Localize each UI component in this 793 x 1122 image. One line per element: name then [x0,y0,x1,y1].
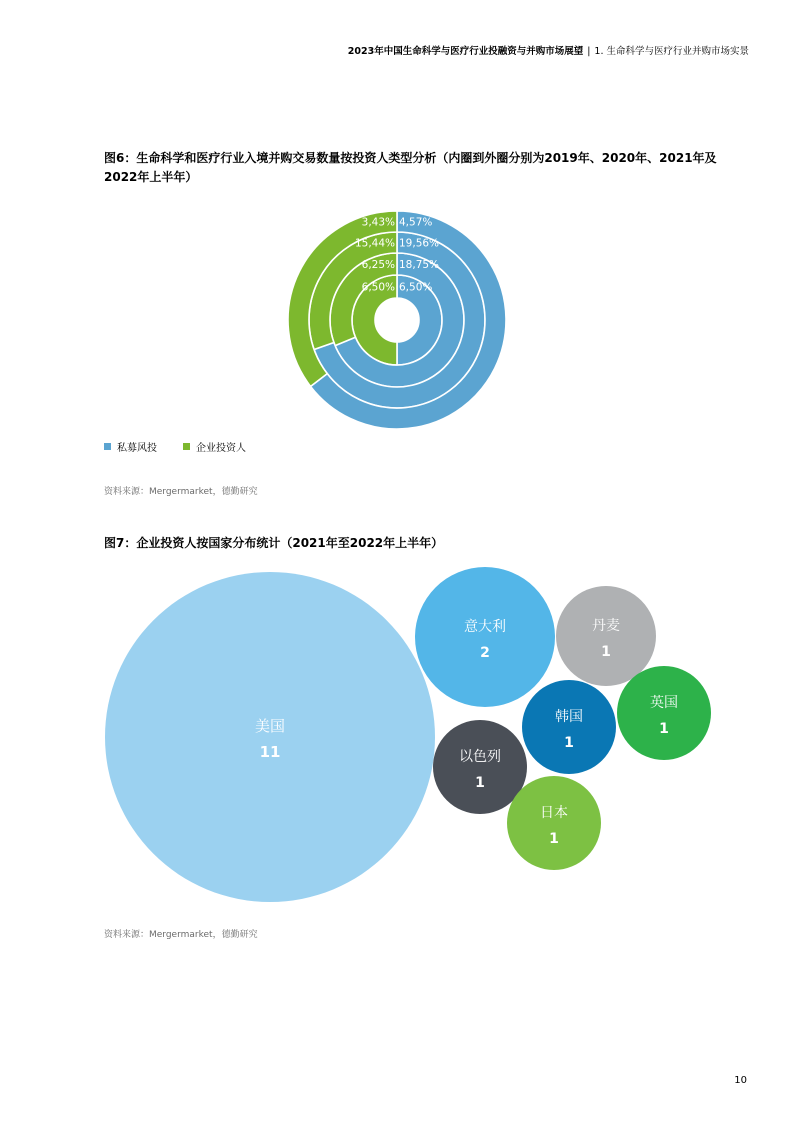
bubble-6 [433,720,527,814]
page-number: 10 [734,1075,747,1086]
bubble-7-value: 1 [549,831,559,847]
nested-donut-chart [0,200,793,440]
bubble-6-label: 以色列 [459,749,501,765]
figure-7-source: 资料来源：Mergermarket，德勤研究 [104,930,258,940]
figure-6-source: 资料来源：Mergermarket，德勤研究 [104,487,258,497]
bubble-7-label: 日本 [540,805,568,821]
report-title: 2023年中国生命科学与医疗行业投融资与并购市场展望 [347,46,584,57]
bubble-1 [105,572,435,902]
bubble-2 [415,567,555,707]
legend-label-corporate: 企业投资人 [196,443,246,454]
bubble-2-value: 2 [480,645,490,661]
header-separator: | [587,46,591,57]
bubble-7 [507,776,601,870]
bubble-1-value: 11 [259,743,281,761]
ring2-label-right: 18,75% [399,259,440,271]
figure-6-title: 图6：生命科学和医疗行业入境并购交易数量按投资人类型分析（内圈到外圈分别为2019年、2020年、2021年及2022年上半年） [104,151,717,184]
section-title: 1. 生命科学与医疗行业并购市场实景 [594,46,749,57]
legend-swatch-corporate [183,443,190,450]
donut-legend [104,439,246,454]
bubble-4-label: 韩国 [555,709,583,725]
ring1-label-right: 6,50% [399,281,433,294]
bubble-4-value: 1 [564,735,574,751]
figure-7-title: 图7：企业投资人按国家分布统计（2021年至2022年上半年） [104,536,444,550]
legend-item-corporate [183,439,246,454]
page-header [348,43,749,57]
legend-item-pe-vc [104,439,157,454]
ring3-label-left: 15,44% [354,237,395,250]
legend-label-pe-vc: 私募风投 [117,443,157,454]
ring4-label-left: 3,43% [361,216,395,229]
bubble-chart [0,560,793,910]
ring4-label-right: 4,57% [399,216,433,229]
ring2-label-left: 6,25% [361,259,395,271]
bubble-3-label: 丹麦 [592,618,620,634]
bubble-4 [522,680,616,774]
bubble-3-value: 1 [601,644,611,660]
bubble-5-label: 英国 [650,695,678,711]
bubble-5-value: 1 [659,721,669,737]
bubble-5 [617,666,711,760]
bubble-2-label: 意大利 [464,619,506,635]
ring1-label-left: 6,50% [361,281,395,294]
bubble-3 [556,586,656,686]
legend-swatch-pe-vc [104,443,111,450]
bubble-6-value: 1 [475,775,485,791]
bubble-1-label: 美国 [254,717,286,735]
ring3-label-right: 19,56% [399,237,440,250]
